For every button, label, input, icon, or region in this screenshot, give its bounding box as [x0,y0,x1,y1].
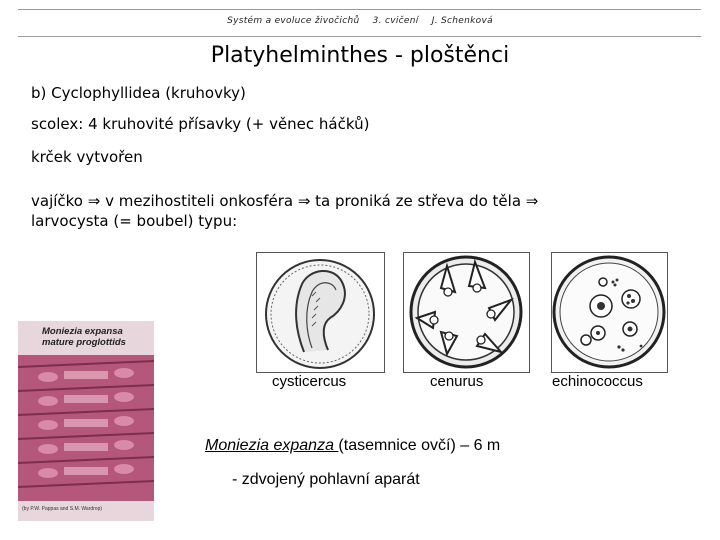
slide-header [0,16,720,26]
cycle-line-1: vajíčko ⇒ v mezihostiteli onkosféra ⇒ ta proniká ze střeva do těla ⇒ [31,192,539,210]
echinococcus-caption: echinococcus [552,373,643,390]
example-detail: - zdvojený pohlavní aparát [232,471,420,488]
echinococcus-drawing [551,252,668,373]
author-name: J. Schenková [431,16,493,26]
cysticercus-caption: cysticercus [272,373,347,390]
course-name: Systém a evoluce živočichů [227,16,360,26]
cycle-line-2: larvocysta (= boubel) typu: [31,212,238,230]
species-description: (tasemnice ovčí) – 6 m [338,437,501,454]
echinococcus-figure [551,252,668,373]
photo-credit: (by P.W. Pappas and S.M. Wardrop) [22,506,103,512]
photo-title [42,326,126,348]
cysticercus-drawing [256,252,385,373]
exercise-label: 3. cvičení [372,16,419,26]
slide-title: Platyhelminthes - ploštěnci [210,43,510,68]
header-rule [18,36,701,37]
cysticercus-figure [256,252,385,373]
group-line: b) Cyclophyllidea (kruhovky) [31,84,246,102]
cenurus-figure [403,252,530,373]
neck-line: krček vytvořen [31,148,143,166]
top-rule [18,9,701,10]
moniezia-photo [18,321,154,521]
proglottid-drawing [18,321,154,521]
photo-title-detail: mature proglottids [42,337,126,348]
example-line [205,437,500,455]
cenurus-drawing [403,252,530,373]
scolex-line: scolex: 4 kruhovité přísavky (+ věnec háčků) [31,115,370,133]
species-name: Moniezia expanza [205,437,339,454]
cenurus-caption: cenurus [430,373,484,390]
photo-title-species: Moniezia expansa [42,326,123,337]
